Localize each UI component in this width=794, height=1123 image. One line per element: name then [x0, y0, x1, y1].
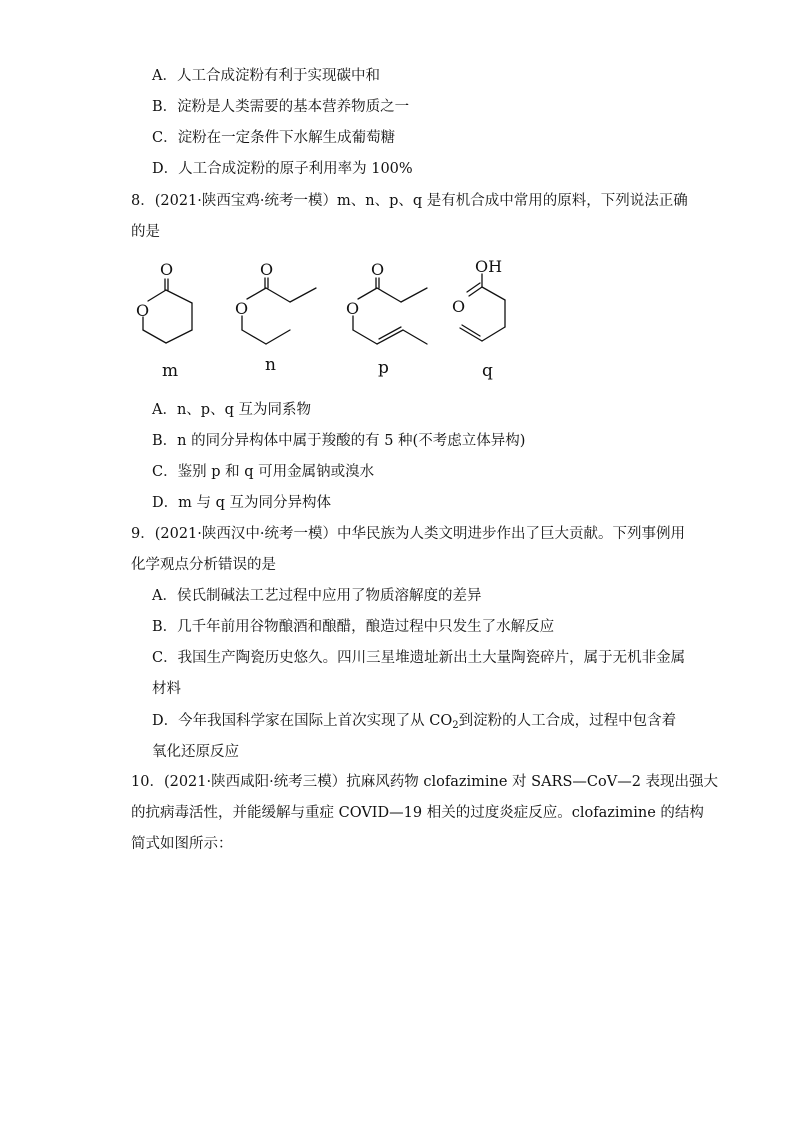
p-double-1 [377, 330, 403, 344]
n-o-bond [247, 288, 266, 299]
m-ring-bond-1 [166, 290, 192, 303]
m-ring-bond-4 [143, 330, 166, 343]
q-co-bond-2 [467, 283, 480, 292]
p-chain-1 [377, 288, 401, 302]
m-ring-bond-6 [148, 290, 166, 301]
p-carbonyl-o: O [371, 260, 385, 279]
m-ring-bond-3 [166, 330, 192, 343]
q9-stem-line2: 化学观点分析错误的是 [131, 557, 276, 573]
q9-option-b: B．几千年前用谷物酿酒和酿醋，酿造过程中只发生了水解反应 [152, 619, 555, 635]
q7-option-c: C．淀粉在一定条件下水解生成葡萄糖 [152, 130, 396, 146]
q9-option-d-pre: D．今年我国科学家在国际上首次实现了从 CO [152, 713, 453, 729]
n-chain-2 [290, 288, 316, 302]
p-chain-5 [403, 330, 427, 344]
q9-option-d-sub: 2 [452, 720, 459, 731]
q8-option-b: B．n 的同分异构体中属于羧酸的有 5 种(不考虑立体异构) [152, 433, 526, 449]
label-m: m [162, 361, 179, 381]
q-co-bond-1 [469, 287, 482, 296]
q-hydroxyl: OH [475, 257, 503, 276]
m-ring-o: O [136, 301, 150, 320]
q-carbonyl-o: O [452, 297, 466, 316]
q7-option-a: A．人工合成淀粉有利于实现碳中和 [152, 68, 380, 84]
label-n: n [265, 355, 276, 375]
p-o-bond [358, 288, 377, 299]
q9-option-d-line2: 氧化还原反应 [152, 744, 239, 760]
q9-option-d-line1 [152, 711, 676, 731]
q8-option-c: C．鉴别 p 和 q 可用金属钠或溴水 [152, 464, 375, 480]
q10-stem-line1: 10．(2021·陕西咸阳·统考三模）抗麻风药物 clofazimine 对 SARS—CoV—2 表现出强大 [131, 774, 719, 790]
q10-stem-line3: 简式如图所示： [131, 836, 233, 852]
p-ester-o: O [346, 299, 360, 318]
q-chain-3 [482, 327, 505, 341]
n-chain-1 [266, 288, 290, 302]
q9-stem-line1: 9．(2021·陕西汉中·统考一模）中华民族为人类文明进步作出了巨大贡献。下列事例用 [131, 526, 685, 542]
n-carbonyl-o: O [260, 260, 274, 279]
label-q: q [482, 361, 493, 381]
p-chain-4 [353, 330, 377, 344]
q7-option-d: D．人工合成淀粉的原子利用率为 100% [152, 161, 413, 177]
q8-structures-figure [120, 250, 540, 385]
label-p: p [378, 358, 389, 378]
q8-stem-line1: 8．(2021·陕西宝鸡·统考一模）m、n、p、q 是有机合成中常用的原料，下列说法正确 [131, 193, 688, 209]
q9-option-c-line1: C．我国生产陶瓷历史悠久。四川三星堆遗址新出土大量陶瓷碎片，属于无机非金属 [152, 650, 686, 666]
m-carbonyl-o: O [160, 260, 174, 279]
q8-stem-line2: 的是 [131, 224, 160, 240]
n-chain-4 [242, 330, 266, 344]
q9-option-c-line2: 材料 [152, 681, 181, 697]
q9-option-d-post: 到淀粉的人工合成，过程中包含着 [458, 713, 677, 729]
p-chain-2 [401, 288, 427, 302]
q9-option-a: A．侯氏制碱法工艺过程中应用了物质溶解度的差异 [152, 588, 482, 604]
n-ester-o: O [235, 299, 249, 318]
q10-stem-line2: 的抗病毒活性，并能缓解与重症 COVID—19 相关的过度炎症反应。clofazimine 的结构 [131, 805, 704, 821]
q8-option-a: A．n、p、q 互为同系物 [152, 402, 311, 418]
q-chain-1 [482, 287, 505, 300]
n-chain-5 [266, 330, 290, 344]
q7-option-b: B．淀粉是人类需要的基本营养物质之一 [152, 99, 410, 115]
q8-option-d: D．m 与 q 互为同分异构体 [152, 495, 331, 511]
